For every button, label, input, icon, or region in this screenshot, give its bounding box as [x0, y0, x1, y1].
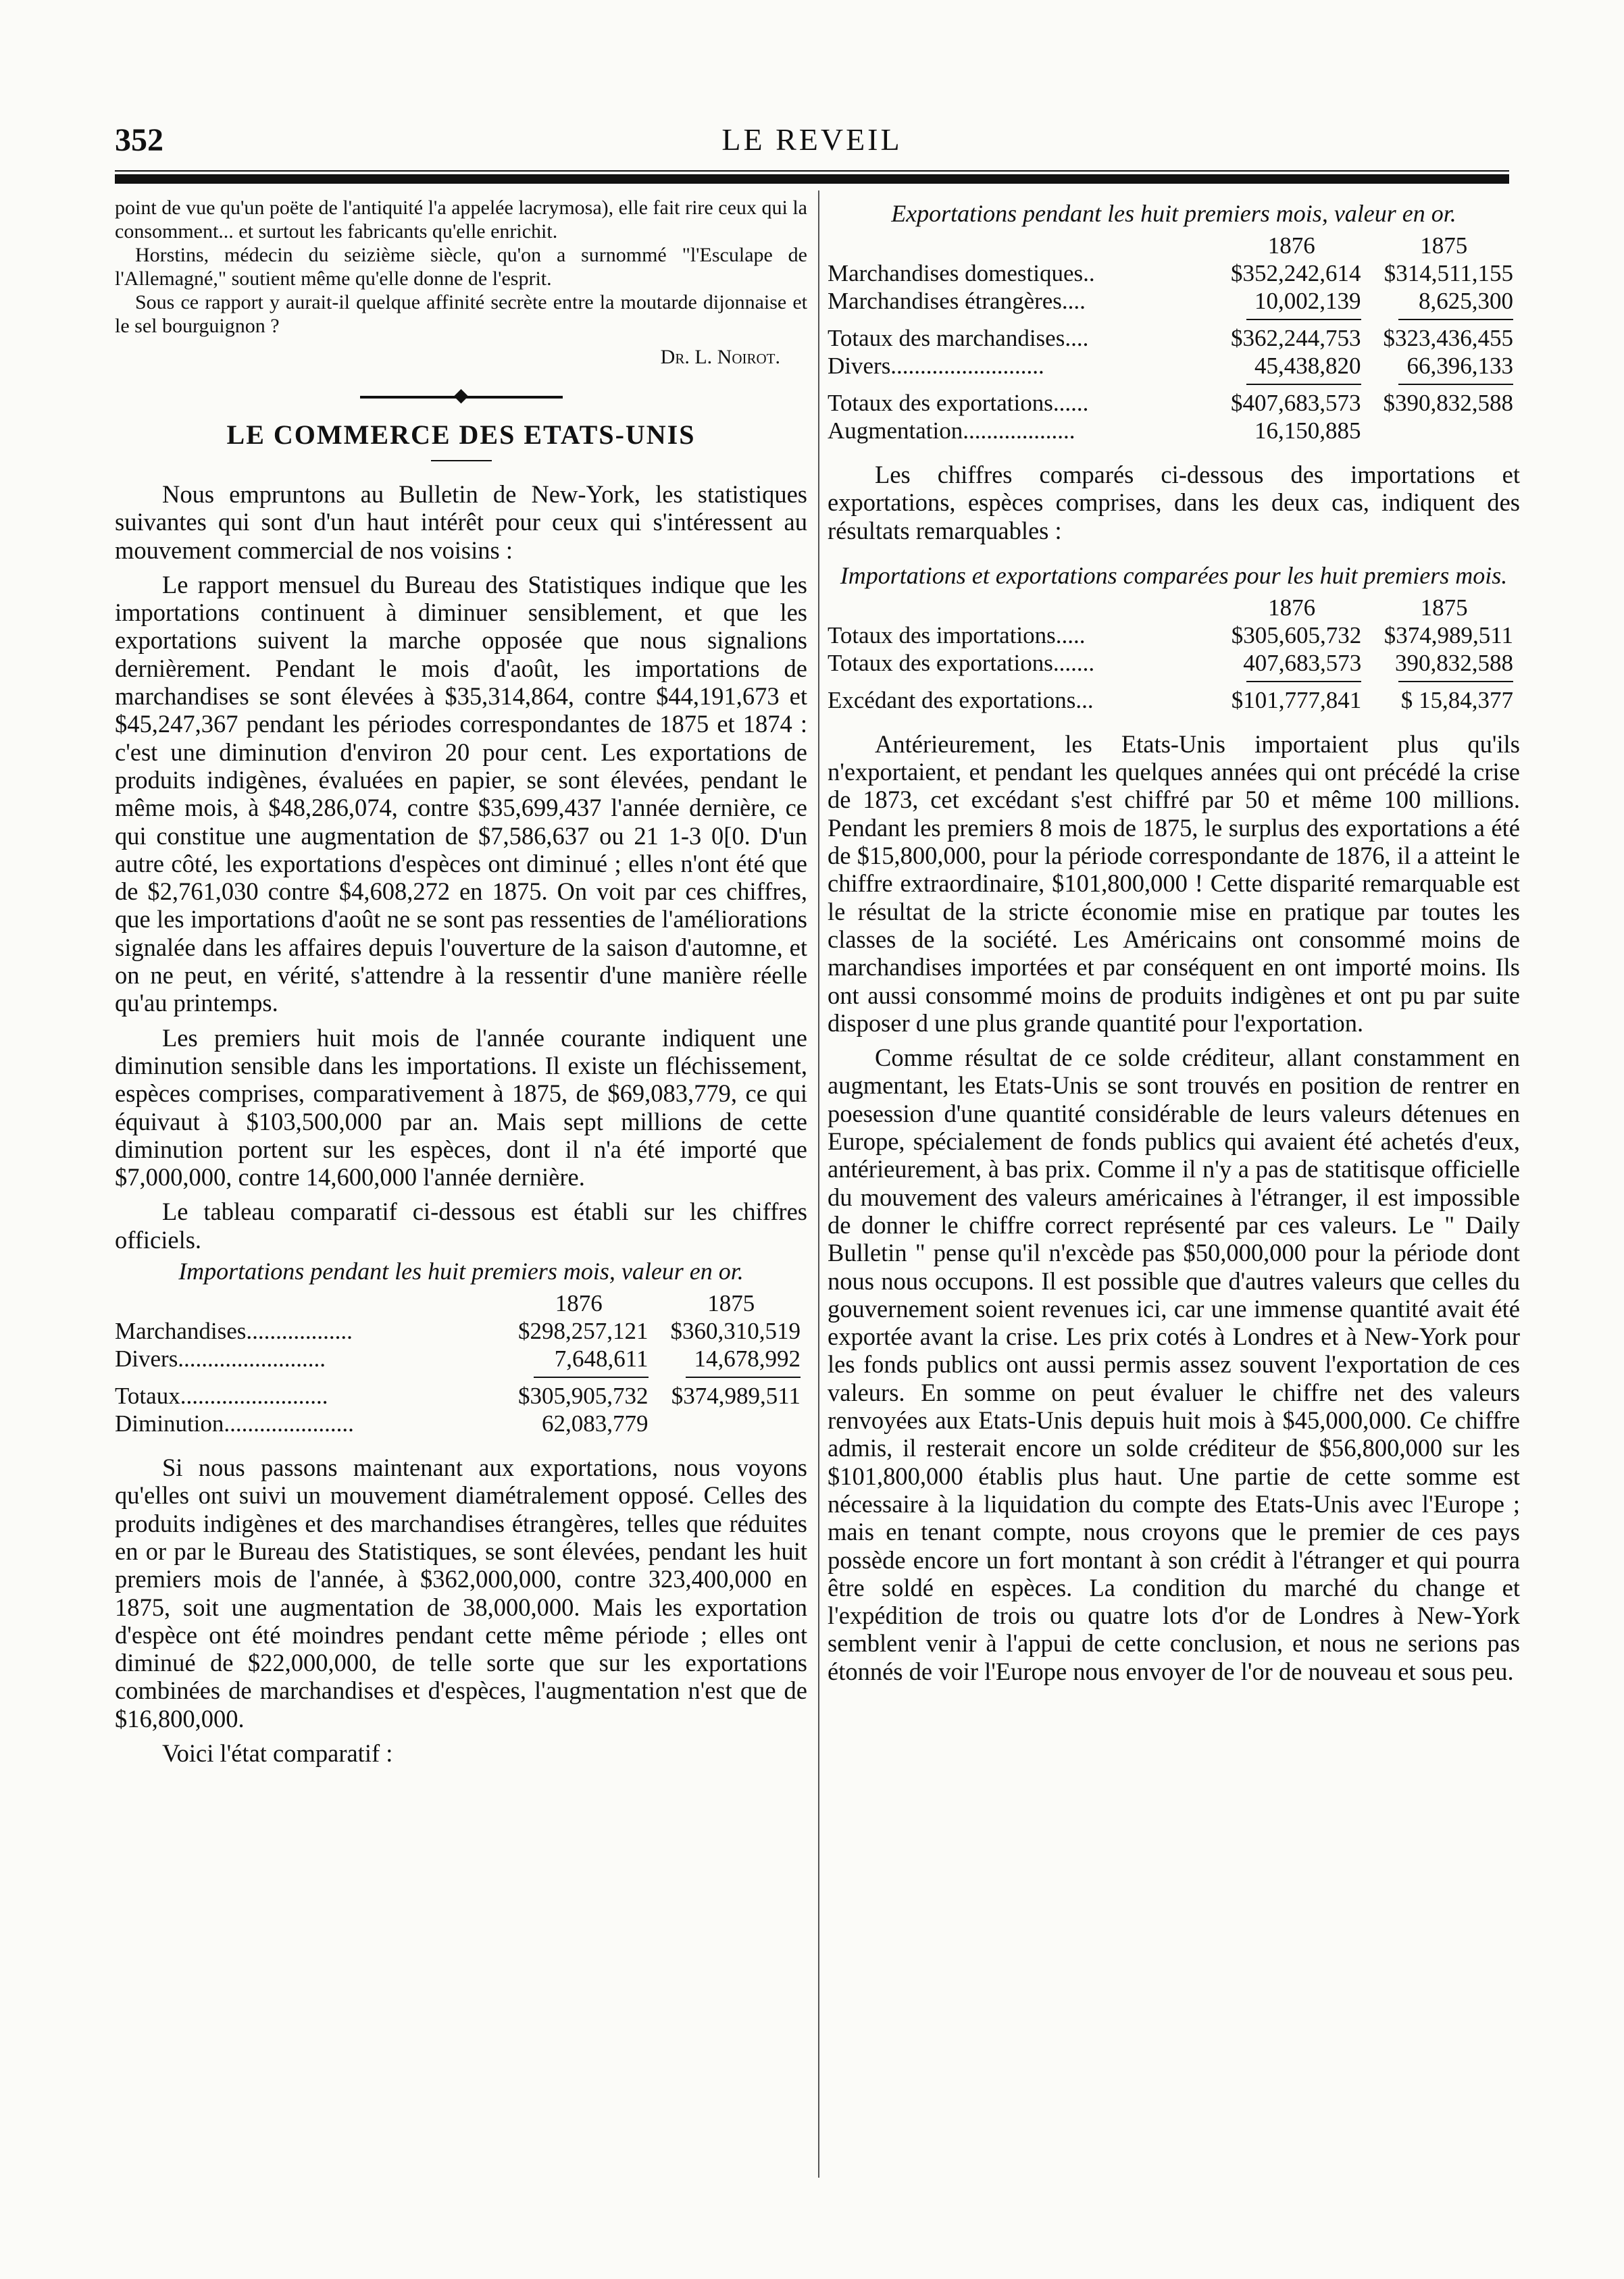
value-1876: $362,244,753	[1231, 325, 1361, 351]
article-paragraph: Le tableau comparatif ci-dessous est établi sur les chiffres officiels.	[115, 1198, 807, 1254]
article-paragraph: Les premiers huit mois de l'année courante indiquent une diminution sensible dans les importations. Il existe un fléchissement, espèces comprises, comparativement à 1875, de $69,083,779, ce qui équivaut à $103,500,000 par an. Mais sept millions de cette diminution portent sur les espèces, dont il n'a été importé que $7,000,000, contre 14,600,000 l'année dernière.	[115, 1023, 807, 1192]
table-diff-row	[115, 1410, 807, 1437]
value-1876: 16,150,885	[1254, 417, 1361, 444]
header-thick-rule	[115, 174, 1509, 184]
table-row	[828, 621, 1520, 649]
value-1876: $101,777,841	[1231, 686, 1362, 713]
column-divider	[818, 190, 819, 2178]
intro-paragraph: Sous ce rapport y aurait-il quelque affinité secrète entre la moutarde dijonnaise et le sel bourguignon ?	[115, 291, 807, 337]
value-1876: $298,257,121	[518, 1318, 649, 1345]
table-row	[828, 352, 1520, 380]
comparison-table	[828, 594, 1520, 714]
ornamental-divider	[360, 396, 563, 399]
article-paragraph: Voici l'état comparatif :	[162, 1739, 393, 1767]
article-paragraph: Si nous passons maintenant aux exportations, nous voyons qu'elles ont suivi un mouvement diamétralement opposé. Celles des produits indigènes et des marchandises étrangères, telles que réduites en or par le Bureau des Statistiques, se sont élevées, pendant les huit premiers mois de l'année, à $362,000,000, contre 323,400,000 en 1875, soit une augmentation de 38,000,000. Mais les exportation d'espèce ont été moindres pendant cette même période ; elles ont diminué de $22,000,000, de telle sorte que sur les exportations combinées de marchandises et d'espèces, l'augmentation n'est que de $16,800,000.	[115, 1454, 807, 1733]
article-paragraph: Antérieurement, les Etats-Unis importaient plus qu'ils n'exportaient, et pendant les quelques années qui ont précédé la crise de 1873, cet excédant s'est chiffré par 50 et même 100 millions. Pendant les premiers 8 mois de 1875, le surplus des exportations a été de $15,800,000, pour la période correspondante de 1876, il a atteint le chiffre extraordinaire, $101,800,000 ! Cette disparité remarquable est le résultat de la stricte économie mise en pratique par toutes les classes de la société. Les Américains ont consommé moins de marchandises importées et par conséquent en ont importé moins. Ils ont aussi consommé moins de produits indigènes et ont pu par suite disposer d une plus grande quantité pour l'exportation.	[828, 729, 1520, 1037]
year-cell: 1875	[1420, 594, 1468, 621]
value-1876: 45,438,820	[1254, 353, 1361, 379]
value-1875	[1368, 417, 1521, 444]
row-label: Totaux.........................	[115, 1383, 328, 1410]
row-label: Marchandises domestiques..	[828, 260, 1095, 286]
table-diff-row	[828, 417, 1520, 444]
year-cell: 1876	[1268, 594, 1316, 621]
value-1876: $407,683,573	[1231, 390, 1361, 416]
short-rule	[431, 460, 492, 461]
table-row	[828, 287, 1520, 315]
row-label: Totaux des marchandises....	[828, 325, 1089, 351]
value-1876: $305,905,732	[518, 1383, 649, 1410]
table-subtotal-row	[828, 324, 1520, 352]
value-1876: 10,002,139	[1254, 288, 1361, 314]
row-label: Totaux des importations.....	[828, 621, 1086, 648]
value-1876: $352,242,614	[1231, 260, 1361, 286]
year-cell: 1875	[707, 1290, 755, 1317]
author-signature: Dr. L. Noirot.	[660, 346, 780, 368]
row-label: Augmentation...................	[828, 417, 1075, 444]
article-paragraph: Les chiffres comparés ci-dessous des importations et exportations, espèces comprises, dans les deux cas, indiquent des résultats remarquables :	[828, 461, 1520, 544]
intro-paragraph: point de vue qu'un poëte de l'antiquité l'a appelée lacrymosa), elle fait rire ceux qui la consomment... et surtout les fabricants qu'elle enrichit.	[115, 197, 807, 242]
value-1876: $305,605,732	[1231, 621, 1362, 648]
value-1875: $323,436,455	[1383, 325, 1513, 351]
value-1875: $374,989,511	[1384, 621, 1513, 648]
row-label: Marchandises étrangères....	[828, 288, 1086, 314]
value-1875: 390,832,588	[1395, 649, 1513, 676]
article-paragraph: Comme résultat de ce solde créditeur, allant constamment en augmentant, les Etats-Unis se sont trouvés en position de rentrer en poesession d'une quantité considérable de leurs valeurs détenues en Europe, spécialement de fonds publics qui avaient été achetés d'eux, antérieurement, à bas prix. Comme il n'y a pas de statitisque officielle du mouvement des valeurs américaines à l'étranger, il est impossible de donner le chiffre correct représenté par ces valeurs. Le " Daily Bulletin " pense qu'il n'excède pas $50,000,000 pour la période dont nous nous occupons. Il est possible que d'autres valeurs que celles du gouvernement soient revenues ici, car une immense quantité avait été exportée avant la crise. Les prix cotés à Londres et à New-York pour les fonds publics ont aussi permis assez souvent l'exportation de ces valeurs. En somme on peut évaluer le chiffre net des valeurs renvoyées aux Etats-Unis depuis huit mois à $45,000,000. Ce chiffre admis, il resterait encore un solde créditeur de $56,800,000 sur les $101,800,000 établis plus haut. Une partie de cette somme est nécessaire à la liquidation du compte des Etats-Unis avec l'Europe ; mais en tenant compte, nous croyons que le premier de ces pays possède encore un fort montant à son crédit à l'étranger et qui pourra être soldé en espèces. La condition du marché du change et l'expédition de trois ou quatre lots d'or de Londres à New-York semblent venir à l'appui de cette conclusion, et nous ne serions pas étonnés de voir l'Europe nous envoyer de l'or de nouveau et sous peu.	[828, 1044, 1520, 1685]
table-total-row	[828, 389, 1520, 417]
value-1875	[655, 1410, 808, 1437]
exports-table-caption: Exportations pendant les huit premiers mois, valeur en or.	[891, 200, 1456, 227]
table-total-row	[828, 686, 1520, 714]
table-row	[828, 649, 1520, 677]
row-label: Totaux des exportations......	[828, 390, 1089, 416]
table-year-row	[828, 594, 1520, 621]
year-cell: 1875	[1420, 232, 1468, 259]
article-paragraph: Nous empruntons au Bulletin de New-York, les statistiques suivantes qui sont d'un haut intérêt pour ceux qui s'intéressent au mouvement commercial de nos voisins :	[115, 480, 807, 564]
row-label: Divers.........................	[115, 1346, 326, 1373]
exports-table	[828, 232, 1520, 444]
value-1876: 7,648,611	[554, 1346, 649, 1373]
table-year-row	[115, 1289, 807, 1317]
value-1876: 407,683,573	[1243, 649, 1362, 676]
row-label: Marchandises..................	[115, 1318, 353, 1345]
article-paragraph: Le rapport mensuel du Bureau des Statistiques indique que les importations continuent à diminuer sensiblement, et que les exportations suivent la marche opposée que nous signalions dernièrement. Pendant le mois d'août, les importations de marchandises se sont élevées à $35,314,864, contre $44,191,673 et $45,247,367 pendant les périodes correspondantes de 1875 et 1874 : c'est une diminution d'environ 20 pour cent. Les exportations de produits indigènes, évaluées en papier, se sont élevées, pendant le même mois, à $48,286,074, contre $35,699,437 l'année dernière, ce qui constitue une augmentation de $7,586,637 ou 21 1-3 0[0. D'un autre côté, les exportations d'espèces ont diminué ; elles n'ont été que de $2,761,030 contre $4,608,272 en 1875. On voit par ces chiffres, que les importations d'août ne se sont pas ressenties de l'améliorations signalée dans les affaires depuis l'ouverture de la saison d'automne, et on ne peut, en vérité, s'attendre à la ressentir d'une manière réelle qu'au printemps.	[115, 570, 807, 1017]
page-header	[115, 115, 1509, 162]
table-row	[115, 1317, 807, 1345]
value-1875: $390,832,588	[1383, 390, 1513, 416]
journal-title: LE REVEIL	[721, 122, 903, 157]
right-column	[828, 196, 1520, 1685]
value-1875: 66,396,133	[1406, 353, 1513, 379]
row-label: Diminution......................	[115, 1410, 354, 1437]
table-total-row	[115, 1382, 807, 1410]
table-row	[115, 1345, 807, 1373]
table-year-row	[828, 232, 1520, 259]
header-thin-rule	[115, 170, 1509, 172]
row-label: Divers..........................	[828, 353, 1044, 379]
value-1875: $314,511,155	[1384, 260, 1513, 286]
section-title: LE COMMERCE DES ETATS-UNIS	[226, 419, 696, 450]
row-label: Excédant des exportations...	[828, 686, 1094, 713]
row-label: Totaux des exportations.......	[828, 649, 1095, 676]
imports-table	[115, 1289, 807, 1437]
left-column	[115, 196, 807, 1767]
value-1875: 14,678,992	[694, 1346, 801, 1373]
value-1876: 62,083,779	[542, 1410, 649, 1437]
year-cell: 1876	[1267, 232, 1315, 259]
year-cell: 1876	[555, 1290, 603, 1317]
value-1875: $ 15,84,377	[1400, 686, 1513, 713]
table-row	[828, 259, 1520, 287]
page-number: 352	[115, 122, 163, 158]
value-1875: $360,310,519	[670, 1318, 801, 1345]
imports-table-caption: Importations pendant les huit premiers mois, valeur en or.	[178, 1258, 744, 1285]
value-1875: 8,625,300	[1419, 288, 1513, 314]
comparison-table-caption: Importations et exportations comparées pour les huit premiers mois.	[840, 561, 1508, 589]
intro-paragraph: Horstins, médecin du seizième siècle, qu'on a surnommé "l'Esculape de l'Allemagné," soutient même qu'elle donne de l'esprit.	[115, 244, 807, 290]
value-1875: $374,989,511	[671, 1383, 801, 1410]
